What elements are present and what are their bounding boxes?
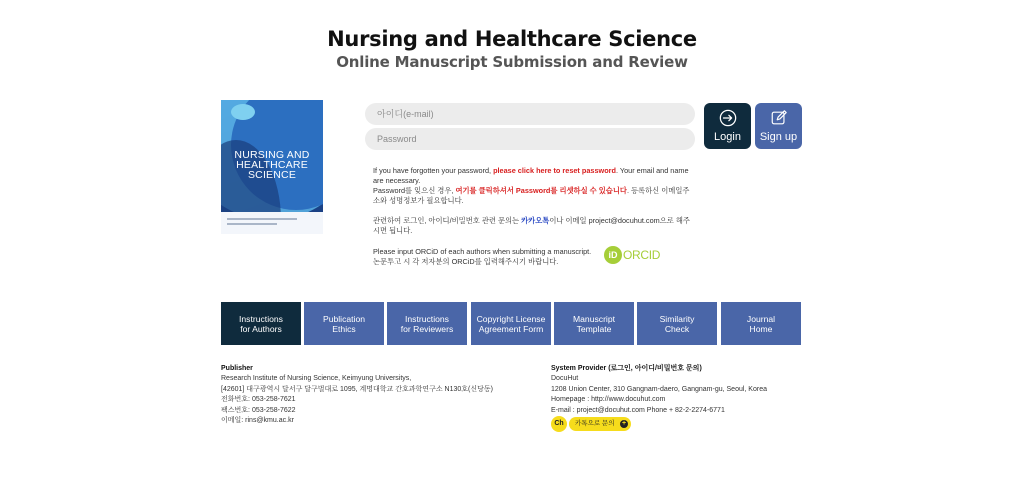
login-label: Login bbox=[714, 131, 741, 143]
nav-copyright-license[interactable] bbox=[471, 302, 551, 345]
cover-badge bbox=[231, 104, 255, 120]
edit-icon bbox=[770, 109, 788, 127]
nav-label: for Authors bbox=[240, 324, 282, 334]
kakao-chat-pill[interactable] bbox=[569, 417, 631, 431]
publisher-info bbox=[221, 364, 521, 426]
contact-info bbox=[373, 216, 693, 236]
kakao-channel-icon: Ch bbox=[551, 416, 567, 432]
info-text: . Your email and name are necessary. bbox=[373, 166, 689, 185]
nav-label: Home bbox=[749, 324, 773, 334]
cover-title bbox=[221, 150, 323, 180]
id-email-input[interactable] bbox=[365, 103, 695, 125]
login-icon bbox=[719, 109, 737, 127]
nav-label: Instructions bbox=[405, 314, 449, 324]
orcid-icon: iD bbox=[604, 246, 622, 264]
nav-label: Publication bbox=[322, 314, 366, 324]
cover-title-line: NURSING AND bbox=[234, 149, 310, 161]
journal-cover-image bbox=[221, 100, 323, 234]
provider-contact: E-mail : project@docuhut.com Phone + 82-2-2274-6771 bbox=[551, 406, 725, 414]
login-button[interactable] bbox=[704, 103, 751, 149]
info-text: 관련하여 로그인, 아이디/비밀번호 관련 문의는 bbox=[373, 216, 522, 225]
nav-label: Copyright License bbox=[476, 314, 546, 324]
orcid-notice bbox=[373, 247, 613, 267]
reset-password-link-ko[interactable]: 여기를 클릭하셔서 Password를 리셋하실 수 있습니다 bbox=[455, 186, 627, 195]
page-title: Nursing and Healthcare Science bbox=[327, 27, 697, 51]
nav-label: Instructions bbox=[239, 314, 283, 324]
forgot-password-en bbox=[373, 166, 693, 186]
publisher-line: [42601] 대구광역시 달서구 달구벌대로 1095, 계명대학교 간호과학연구소 N130호(신당동) bbox=[221, 385, 493, 393]
orcid-notice-en: Please input ORCiD of each authors when submitting a manuscript. bbox=[373, 247, 592, 256]
provider-line: DocuHut bbox=[551, 375, 579, 383]
kakaotalk-link[interactable]: 카카오톡 bbox=[521, 216, 550, 225]
nav-publication-ethics[interactable] bbox=[304, 302, 384, 345]
nav-instructions-for-reviewers[interactable] bbox=[387, 302, 467, 345]
orcid-notice-ko: 논문투고 시 각 저자분의 ORCiD를 입력해주시기 바랍니다. bbox=[373, 257, 559, 266]
provider-homepage-link[interactable]: Homepage : http://www.docuhut.com bbox=[551, 396, 666, 404]
publisher-line: 전화번호: 053-258-7621 bbox=[221, 396, 296, 404]
cover-title-line: SCIENCE bbox=[247, 169, 297, 181]
nav-label: Template bbox=[576, 324, 612, 334]
nav-label: Similarity bbox=[659, 314, 695, 324]
info-text: If you have forgotten your password, bbox=[373, 166, 494, 175]
nav-similarity-check[interactable] bbox=[637, 302, 717, 345]
provider-line: 1208 Union Center, 310 Gangnam-daero, Gangnam-gu, Seoul, Korea bbox=[551, 385, 767, 393]
kakao-chat-label: 카톡으로 문의 bbox=[575, 420, 615, 427]
provider-info bbox=[551, 364, 811, 416]
cover-title-line: HEALTHCARE bbox=[236, 159, 308, 171]
nav-label: for Reviewers bbox=[400, 324, 454, 334]
nav-manuscript-template[interactable] bbox=[554, 302, 634, 345]
nav-label: Journal bbox=[746, 314, 776, 324]
nav-label: Manuscript bbox=[572, 314, 616, 324]
info-text: 이나 이메일 project@docuhut.com으로 해주시면 됩니다. bbox=[373, 216, 690, 235]
nav-instructions-for-authors[interactable] bbox=[221, 302, 301, 345]
signup-button[interactable] bbox=[755, 103, 802, 149]
orcid-logo-text: ORCID bbox=[623, 248, 661, 262]
forgot-password-ko bbox=[373, 186, 693, 206]
nav-label: Ethics bbox=[332, 324, 356, 334]
plus-icon: + bbox=[621, 420, 627, 427]
publisher-line: Research Institute of Nursing Science, Keimyung Universitys, bbox=[221, 375, 412, 383]
publisher-line: 이메일: rins@kmu.ac.kr bbox=[221, 417, 294, 425]
info-text: . 등록하신 이메일주소와 성명정보가 필요합니다. bbox=[373, 186, 690, 205]
cover-footer bbox=[221, 212, 323, 234]
provider-heading: System Provider (로그인, 아이디/비밀번호 문의) bbox=[551, 365, 702, 372]
signup-label: Sign up bbox=[759, 131, 798, 143]
reset-password-link[interactable]: please click here to reset password bbox=[493, 166, 616, 175]
nav-journal-home[interactable] bbox=[721, 302, 801, 345]
publisher-line: 팩스번호: 053-258-7622 bbox=[221, 406, 296, 414]
page-subtitle: Online Manuscript Submission and Review bbox=[336, 53, 688, 71]
nav-label: Agreement Form bbox=[478, 324, 544, 334]
info-text: Password를 잊으신 경우, bbox=[373, 186, 456, 195]
publisher-heading: Publisher bbox=[221, 365, 253, 372]
nav-label: Check bbox=[664, 324, 690, 334]
password-input[interactable] bbox=[365, 128, 695, 150]
